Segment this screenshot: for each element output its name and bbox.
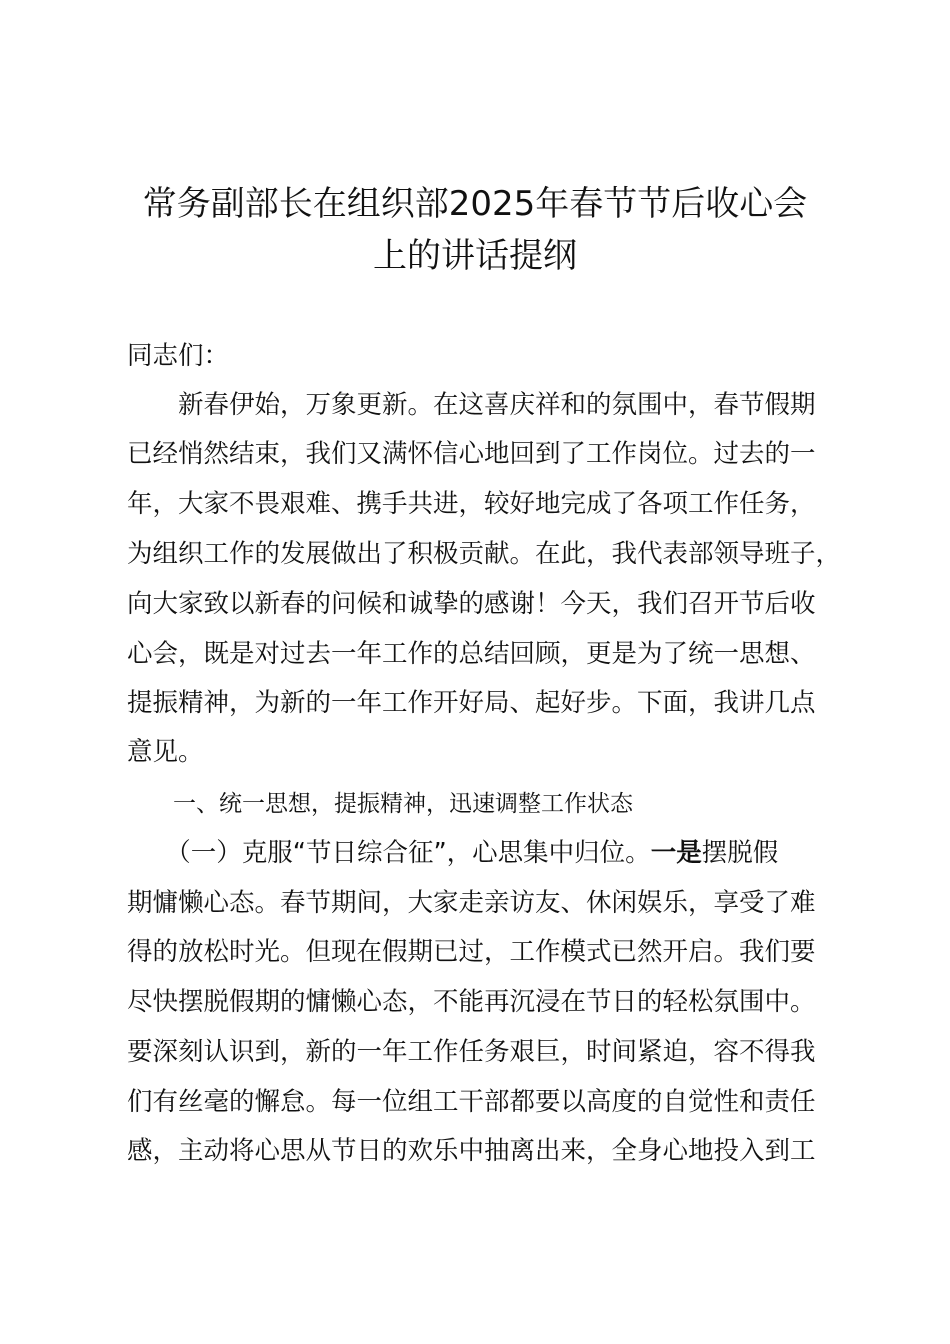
paragraph-line: 向大家致以新春的问候和诚挚的感谢！今天，我们召开节后收 [127,589,816,619]
subsection-suffix: 摆脱假 [701,838,779,868]
subsection-first-line [127,837,778,869]
document-title [110,178,840,282]
title-line-2: 上的讲话提纲 [373,236,577,276]
paragraph-line: 提振精神，为新的一年工作开好局、起好步。下面，我讲几点 [127,688,816,718]
title-line-1: 常务副部长在组织部2025年春节节后收心会 [142,184,808,224]
paragraph-line: 心会，既是对过去一年工作的总结回顾，更是为了统一思想、 [127,639,816,669]
paragraph-line: 们有丝毫的懈怠。每一位组工干部都要以高度的自觉性和责任 [127,1087,816,1117]
paragraph-line: 期慵懒心态。春节期间，大家走亲访友、休闲娱乐，享受了难 [127,888,816,918]
greeting: 同志们： [127,341,230,371]
paragraph-line: 为组织工作的发展做出了积极贡献。在此，我代表部领导班子， [127,539,842,569]
paragraph-line: 已经悄然结束，我们又满怀信心地回到了工作岗位。过去的一 [127,439,816,469]
paragraph-line: 意见。 [127,737,204,767]
paragraph-line: 感，主动将心思从节日的欢乐中抽离出来，全身心地投入到工 [127,1136,816,1166]
paragraph-line: 要深刻认识到，新的一年工作任务艰巨，时间紧迫，容不得我 [127,1037,816,1067]
paragraph-line: 年，大家不畏艰难、携手共进，较好地完成了各项工作任务， [127,489,816,519]
section-heading: 一、统一思想，提振精神，迅速调整工作状态 [127,791,633,817]
paragraph-line: 得的放松时光。但现在假期已过，工作模式已然开启。我们要 [127,937,816,967]
paragraph-line: 新春伊始，万象更新。在这喜庆祥和的氛围中，春节假期 [127,390,816,420]
subsection-prefix: （一）克服“节日综合征”，心思集中归位。 [127,838,651,868]
paragraph-line: 尽快摆脱假期的慵懒心态，不能再沉浸在节日的轻松氛围中。 [127,987,816,1017]
emphasis-label: 一是 [650,838,702,868]
